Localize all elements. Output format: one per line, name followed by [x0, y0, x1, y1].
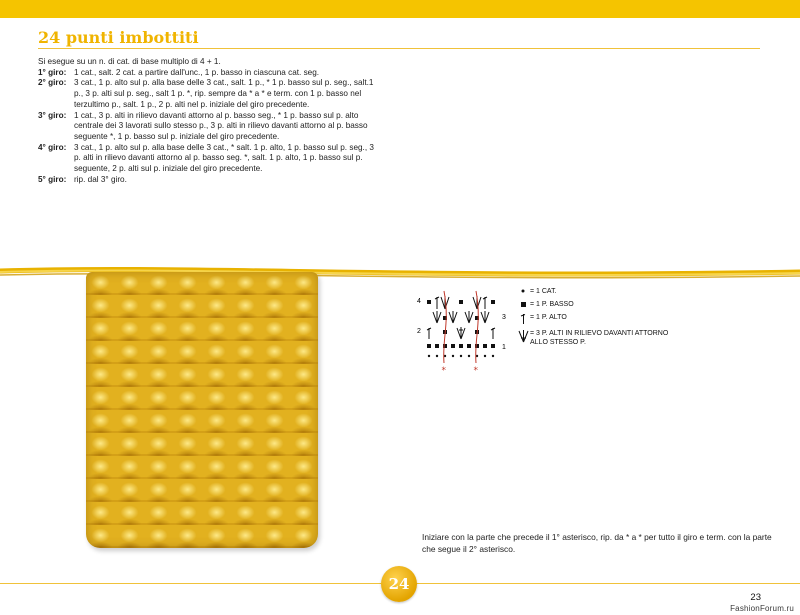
row-text: 3 cat., 1 p. alto sul p. alla base delle 3 cat., salt. 1 p., * 1 p. basso sul p. seg., salt.1 p., 3 p. alti sul p. seg., salt 1 p. *, rip. sempre da * a * e term. con 1 p. basso nel terzultimo p., salt. 1 p., 2 p. alti nel p. iniziale del giro precedente.	[74, 78, 374, 109]
stitch-legend	[516, 287, 680, 351]
tall-stitch-icon	[516, 313, 530, 325]
square-basso-icon	[516, 300, 530, 308]
row-number-label: 1	[502, 344, 506, 351]
row-text: 1 cat., salt. 2 cat. a partire dall'unc., 1 p. basso in ciascuna cat. seg.	[74, 67, 320, 77]
legend-item	[516, 300, 680, 309]
legend-text: = 1 P. BASSO	[530, 301, 574, 308]
site-watermark: FashionForum.ru	[730, 604, 794, 613]
row-number-label: 3	[502, 314, 506, 321]
legend-text: = 3 P. ALTI IN RILIEVO DAVANTI ATTORNO ALLO STESSO P.	[530, 330, 669, 346]
pattern-number-badge: 24	[381, 566, 417, 602]
legend-item	[516, 313, 680, 325]
row-label: 5° giro:	[38, 174, 67, 184]
instruction-row	[38, 175, 378, 186]
legend-item	[516, 287, 680, 296]
row-number-label: 2	[417, 328, 421, 335]
stitch-diagram	[414, 283, 512, 375]
chain-dot-icon	[516, 287, 530, 295]
svg-text:*: *	[473, 366, 478, 375]
row-label: 3° giro:	[38, 110, 67, 120]
page-title: 24 punti imbottiti	[38, 28, 199, 47]
intro-text: Si esegue su un n. di cat. di base multiplo di 4 + 1.	[38, 57, 221, 66]
instruction-row	[38, 143, 378, 175]
row-number-label: 4	[417, 298, 421, 305]
pattern-note: Iniziare con la parte che precede il 1° asterisco, rip. da * a * per tutto il giro e term. con la parte che segue il 2° asterisco.	[422, 532, 772, 554]
top-color-band	[0, 0, 800, 18]
crochet-swatch-photo	[86, 272, 318, 548]
legend-item	[516, 329, 680, 347]
legend-text: = 1 P. ALTO	[530, 314, 567, 321]
row-text: 3 cat., 1 p. alto sul p. alla base delle 3 cat., * salt. 1 p. alto, 1 p. basso sul p. seg., 3 p. alti in rilievo davanti attorno al p. basso seg. *, salt. 1 p. alto, 1 p. basso sul p. seguente, 2 p. alti sul p. iniziale del giro precedente.	[74, 142, 374, 174]
instruction-row	[38, 68, 378, 79]
svg-text:*: *	[441, 366, 446, 375]
row-label: 1° giro:	[38, 67, 67, 77]
instruction-row	[38, 111, 378, 143]
row-label: 2° giro:	[38, 78, 67, 88]
instruction-row	[38, 78, 378, 110]
row-text: 1 cat., 3 p. alti in rilievo davanti attorno al p. basso seg., * 1 p. basso sul p. alto centrale dei 3 lavorati sullo stesso p., 3 p. alti in rilievo davanti attorno al p. basso seguente *, 1 p. basso sul p. iniziale del giro precedente.	[74, 110, 368, 141]
legend-text: = 1 CAT.	[530, 288, 557, 295]
page-number: 23	[750, 592, 761, 603]
title-divider	[38, 48, 760, 49]
instructions-block	[38, 57, 378, 185]
fan-rilievo-icon	[516, 329, 530, 343]
row-label: 4° giro:	[38, 142, 67, 152]
row-text: rip. dal 3° giro.	[74, 174, 127, 184]
